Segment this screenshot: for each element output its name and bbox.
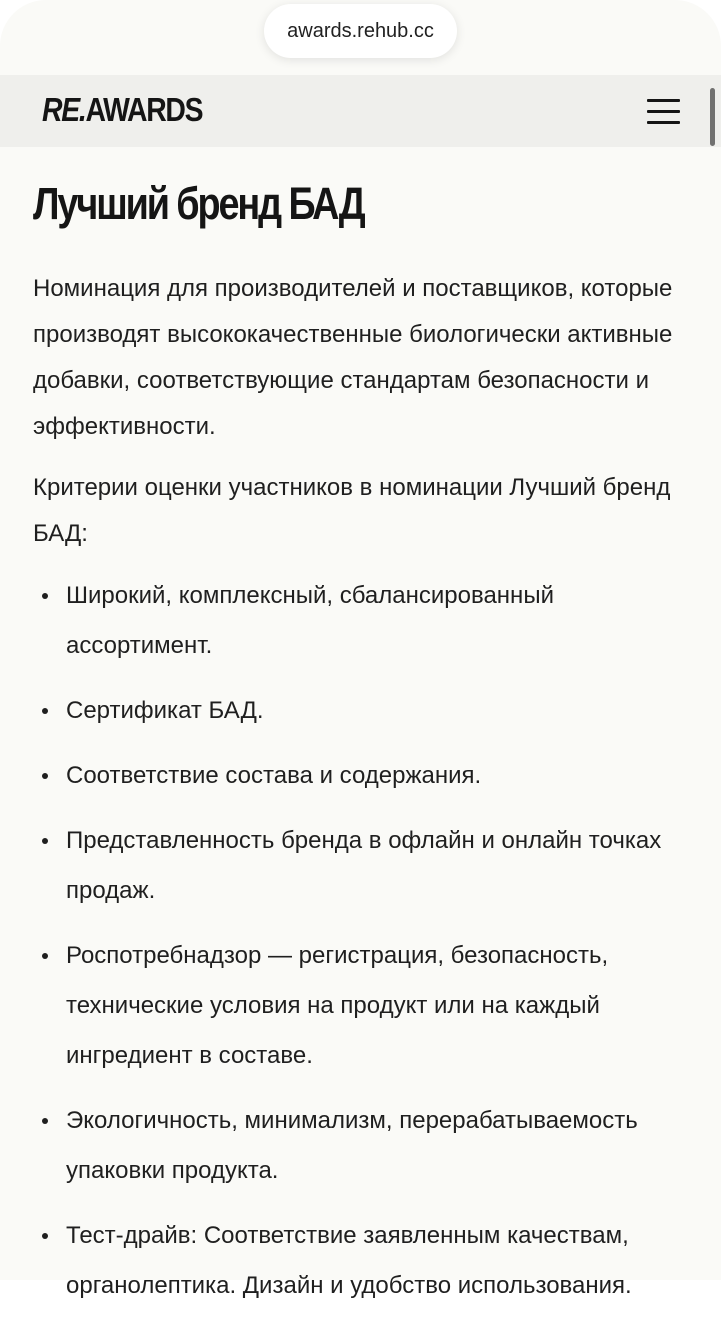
criteria-list [33,571,693,1326]
address-bar-url: awards.rehub.cc [287,19,434,42]
criteria-item: Сертификат БАД. [33,686,693,736]
criteria-heading: Критерии оценки участников в номинации Лучший бренд БАД: [33,474,671,547]
criteria-item: Представленность бренда в офлайн и онлайн точках продаж. [33,816,693,916]
page-title: Лучший бренд БАД [33,178,364,229]
criteria-item: Широкий, комплексный, сбалансированный ассортимент. [33,571,693,671]
criteria-item: Тест-драйв: Соответствие заявленным качествам, органолептика. Дизайн и удобство использования. [33,1211,693,1311]
address-bar[interactable] [264,4,457,58]
logo-prefix: RE. [42,91,86,128]
site-logo[interactable] [42,91,202,129]
menu-line [647,121,680,124]
scrollbar[interactable] [710,88,715,146]
site-header [0,75,721,147]
menu-line [647,110,680,113]
hamburger-menu-icon[interactable] [640,95,682,129]
nomination-description: Номинация для производителей и поставщиков, которые производят высококачественные биологически активные добавки, соответствующие стандартам безопасности и эффективности. [33,275,673,440]
criteria-item: Роспотребнадзор — регистрация, безопасность, технические условия на продукт или на каждый ингредиент в составе. [33,931,693,1081]
logo-suffix: AWARDS [85,91,203,128]
criteria-item: Экологичность, минимализм, перерабатываемость упаковки продукта. [33,1096,693,1196]
menu-line [647,99,680,102]
criteria-item: Соответствие состава и содержания. [33,751,693,801]
